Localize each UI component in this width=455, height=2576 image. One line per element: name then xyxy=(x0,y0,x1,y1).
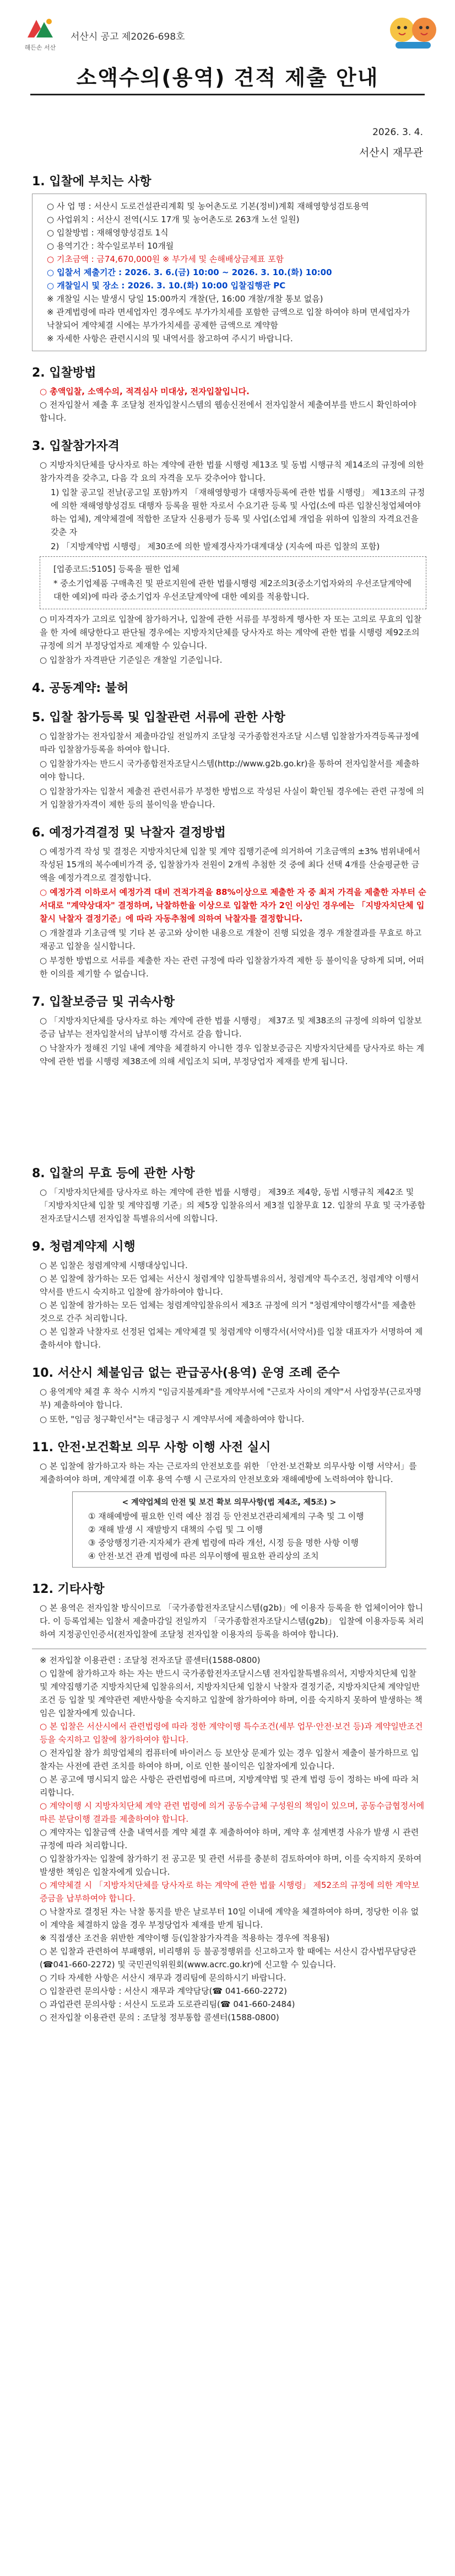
list-item: ○ 본 공고에 명시되지 않은 사항은 관련법령에 따르며, 지방계약법 및 관계 법령 등이 정하는 바에 따라 처리합니다. xyxy=(40,1774,419,1797)
logo-caption: 해든손 서산 xyxy=(24,44,56,51)
title-divider xyxy=(30,94,425,95)
page-title: 소액수의(용역) 견적 제출 안내 xyxy=(76,66,379,90)
list-item: ○ 입찰관련 문의사항 : 서산시 재무과 계약담당(☎ 041-660-2272) xyxy=(40,1986,287,1996)
paragraph: ○ 부정한 방법으로 서류를 제출한 자는 관련 규정에 따라 입찰참가자격 제한 등 불이익을 당하게 되며, 어떠한 이의를 제기할 수 없습니다. xyxy=(40,956,424,979)
list-item: ③ 중앙행정기관·지자체가 관계 법령에 따라 개선, 시정 등을 명한 사항 이행 xyxy=(88,1538,359,1548)
section-10-title: 10. 서산시 체불임금 없는 관급공사(용역) 운영 조례 준수 xyxy=(32,1366,340,1380)
industry-code-box xyxy=(40,556,426,609)
list-item: ※ 개찰일 시는 발생시 당일 15:00까지 개찰(단, 16:00 개찰/개찰 통보 없음) xyxy=(47,294,323,304)
paragraph: ○ 미자격자가 고의로 입찰에 참가하거나, 입찰에 관한 서류를 부정하게 행사한 자 또는 고의로 무효의 입찰을 한 자에 해당한다고 판단될 경우에는 지방자치단체를 당사자로 하는 계약에 관한 법률 시행령 제92조의 규정에 의거 부정당업자로 제재할 수 있습니다. xyxy=(40,614,422,651)
list-item: ○ 개찰일시 및 장소 : 2026. 3. 10.(화) 10:00 입찰집행관 PC xyxy=(47,281,286,291)
list-item: ○ 본 입찰은 청렴계약제 시행대상입니다. xyxy=(40,1260,188,1270)
list-item: ※ 직접생산 조건을 위반한 계약이행 등(입찰참가자격을 적용하는 경우에 적용됨) xyxy=(40,1933,330,1943)
paragraph: ○ 낙찰자가 정해진 기일 내에 계약을 체결하지 아니한 경우 입찰보증금은 지방자치단체를 당사자로 하는 계약에 관한 법률 시행령 제38조에 의해 세입조치 되며, 부정당업자 제재를 받게 됩니다. xyxy=(40,1043,425,1066)
paragraph: ○ 예정가격 작성 및 결정은 지방자치단체 입찰 및 계약 집행기준에 의거하여 기초금액의 ±3% 범위내에서 작성된 15개의 복수예비가격 중, 입찰참가자 전원이 2개씩 추첨한 것 중에 최다 선택 4개를 산술평균한 금액을 예정가격으로 결정합니다. xyxy=(40,846,421,883)
box-title: < 계약업체의 안전 및 보건 확보 의무사항(법 제4조, 제5조) > xyxy=(122,1498,337,1507)
paragraph: ○ 본 입찰에 참가하고자 하는 자는 근로자의 안전보호를 위한 「안전·보건확보 의무사항 이행 서약서」를 제출하여야 하며, 계약체결 이후 용역 수행 시 근로자의 안전보호와 재해예방에 노력하여야 합니다. xyxy=(40,1461,417,1484)
paragraph: ○ 입찰참가 자격판단 기준일은 개찰일 기준입니다. xyxy=(40,655,223,665)
section-4-title: 4. 공동계약: 불허 xyxy=(32,681,129,695)
section-1-box xyxy=(32,194,426,351)
list-item: ○ 본 입찰은 서산시에서 관련법령에 따라 정한 계약이행 특수조건(세부 업무·안전·보건 등)과 계약일반조건 등을 숙지하고 입찰에 참가하여야 합니다. xyxy=(40,1721,423,1745)
paragraph: ○ 입찰참가는 전자입찰서 제출마감일 전일까지 조달청 국가종합전자조달 시스템 입찰참가자격등록규정에 따라 입찰참가등록을 하여야 합니다. xyxy=(40,731,419,754)
list-item: ○ 기타 자세한 사항은 서산시 재무과 경리팀에 문의하시기 바랍니다. xyxy=(40,1973,286,1983)
list-item: ○ 본 입찰과 낙찰자로 선정된 업체는 계약체결 및 청렴계약 이행각서(서약서)를 입찰 대표자가 서명하여 제출하셔야 합니다. xyxy=(40,1327,423,1350)
section-7-title: 7. 입찰보증금 및 귀속사항 xyxy=(32,995,175,1009)
section-9-title: 9. 청렴계약제 시행 xyxy=(32,1240,136,1254)
list-item: ○ 본 입찰과 관련하여 부패행위, 비리행위 등 불공정행위를 신고하고자 할 때에는 서산시 감사법무담당관(☎041-660-2272) 및 국민권익위원회(www.acrc.go.kr)에 신고할 수 있습니다. xyxy=(40,1946,416,1969)
list-item: ○ 과업관련 문의사항 : 서산시 도로과 도로관리팀(☎ 041-660-2484) xyxy=(40,1999,295,2009)
paragraph: 1) 입찰 공고일 전날(공고일 포함)까지 「재해영향평가 대행자등록에 관한 법률 시행령」 제13조의 규정에 의한 재해영향성검토 대행자 등록을 필한 자로서 수요기관 등록 및 사업(소에 따른 입찰신청업체여야 하는 업체), 계약체결에 적합한 조달자 신용평가 등록 및 사업(소업체 개업을 위하여 입찰의 자격요건을 갖춘 자 xyxy=(51,487,425,537)
seosan-emblem-icon xyxy=(24,17,56,40)
list-item: ① 재해예방에 필요한 인력 예산 점검 등 안전보건관리체계의 구축 및 그 이행 xyxy=(88,1511,364,1521)
paragraph: ○ 개찰결과 기초금액 및 기타 본 공고와 상이한 내용으로 개찰이 진행 되었을 경우 개찰결과를 무효로 하고 재공고 입찰을 실시합니다. xyxy=(40,928,422,951)
list-item: ○ 입찰서 제출기간 : 2026. 3. 6.(금) 10:00 ~ 2026. 3. 10.(화) 10:00 xyxy=(47,267,332,277)
list-item: ○ 본 입찰에 참가하는 모든 업체는 서산시 청렴계약 입찰특별유의서, 청렴계약 특수조건, 청렴계약 이행서약서를 반드시 숙지하고 입찰에 참가하여야 합니다. xyxy=(40,1274,419,1297)
section-2-title: 2. 입찰방법 xyxy=(32,366,96,380)
paragraph: ○ 지방자치단체를 당사자로 하는 계약에 관한 법률 시행령 제13조 및 동법 시행규칙 제14조의 규정에 의한 참가자격을 갖추고, 다음 각 요의 자격을 모두 갖추어야 합니다. xyxy=(40,460,424,483)
notice-date: 2026. 3. 4. xyxy=(372,127,423,138)
notice-number: 서산시 공고 제2026-698호 xyxy=(71,31,185,42)
notice-org: 서산시 재무관 xyxy=(359,147,423,159)
paragraph: ○ 입찰참가자는 반드시 국가종합전자조달시스템(http://www.g2b.go.kr)을 통하여 전자입찰서를 제출하여야 합니다. xyxy=(40,759,420,782)
list-item: ④ 안전·보건 관계 법령에 따른 의무이행에 필요한 관리상의 조치 xyxy=(88,1551,319,1561)
section-1-title: 1. 입찰에 부치는 사항 xyxy=(32,175,151,189)
paragraph: 2) 「지방계약법 시행령」 제30조에 의한 발제경사자가대계대상 (지속에 따른 입찰의 포함) xyxy=(51,541,380,551)
safety-duties-list xyxy=(80,1510,378,1563)
list-item: ※ 자세한 사항은 관련시시의 및 내역서를 참고하여 주시기 바랍니다. xyxy=(47,334,293,344)
section-6-title: 6. 예정가격결정 및 낙찰자 결정방법 xyxy=(32,826,226,840)
list-item: ○ 용역기간 : 착수일로부터 10개월 xyxy=(47,241,174,251)
notice-content xyxy=(32,160,426,2024)
paragraph: [업종코드:5105] 등록을 필한 업체 xyxy=(53,564,180,574)
list-item: ○ 기초금액 : 금74,670,000원 ※ 부가세 및 손해배상금제표 포함 xyxy=(47,254,284,264)
additional-notes-list xyxy=(32,1654,426,2024)
mascot-logo xyxy=(386,13,441,52)
paragraph: ○ 또한, "임금 청구확인서"는 대금청구 시 계약부서에 제출하여야 합니다. xyxy=(40,1414,305,1424)
paragraph: ○ 본 용역은 전자입찰 방식이므로 「국가종합전자조달시스템(g2b)」에 이용자 등록을 한 업체이어야 합니다. 이 등록업체는 입찰서 제출마감일 전일까지 「국가종합전자조달시스템(g2b)」 입찰에 이용자등록 처리하여 지정공인인증서(전자입찰에 조달청 전자입찰 이용자의 등록을 하여야 합니다). xyxy=(40,1603,424,1639)
list-item: ○ 총액입찰, 소액수의, 적격심사 미대상, 전자입찰입니다. xyxy=(40,387,250,396)
section-9-list xyxy=(32,1259,426,1351)
section-5-title: 5. 입찰 참가등록 및 입찰관련 서류에 관한 사항 xyxy=(32,711,285,724)
list-item: ※ 관계법령에 따라 면세업자인 경우에도 부가가치세를 포함한 금액으로 입찰 하여야 하며 면세업자가 낙찰되어 계약체결 시에는 부가가치세를 공제한 금액으로 계약함 xyxy=(47,307,410,330)
list-item: ○ 입찰에 참가하고자 하는 자는 반드시 국가종합전자조달시스템 전자입찰특별유의서, 지방자치단체 입찰 및 계약집행기준 지방자치단체 입찰유의서, 지방자치단체 입찰시 낙찰자 결정기준, 지방자치단체 계약일반조건 등 입찰 및 계약관련 제반사항을 숙지하고 입찰에 참가하여야 하며, 이를 숙지하지 못하여 발생하는 책임은 입찰자에게 있습니다. xyxy=(40,1668,422,1718)
section-8-title: 8. 입찰의 무효 등에 관한 사항 xyxy=(32,1167,195,1180)
list-item: ② 재해 발생 시 재발방지 대책의 수립 및 그 이행 xyxy=(88,1525,263,1534)
section-12-title: 12. 기타사항 xyxy=(32,1582,105,1596)
list-item: ○ 본 입찰에 참가하는 모든 업체는 청렴계약입찰유의서 제3조 규정에 의거 "청렴계약이행각서"를 제출한 것으로 간주 처리합니다. xyxy=(40,1300,416,1323)
list-item: ○ 사 업 명 : 서산시 도로건설관리계획 및 농어촌도로 기본(정비)계획 재해영향성검토용역 xyxy=(47,201,369,211)
list-item: ○ 낙찰자로 결정된 자는 낙찰 통지를 받은 날로부터 10일 이내에 계약을 체결하여야 하며, 정당한 이유 없이 계약을 체결하지 않을 경우 부정당업자 제재를 받게 됩니다. xyxy=(40,1907,419,1930)
list-item: ○ 계약이행 시 지방자치단체 계약 관련 법령에 의거 공동수급체 구성원의 책임이 있으며, 공동수급협정서에 따른 분담이행 결과를 제출하여야 합니다. xyxy=(40,1801,425,1824)
list-item: ○ 계약자는 입찰금액 산출 내역서를 계약 체결 후 제출하여야 하며, 계약 후 설계변경 사유가 발생 시 관련 규정에 따라 처리합니다. xyxy=(40,1827,419,1850)
section-1-list xyxy=(39,200,419,345)
list-item: ○ 입찰방법 : 재해영향성검토 1식 xyxy=(47,228,169,238)
list-item: ○ 전자입찰 이용관련 문의 : 조달청 정부통합 콜센터(1588-0800) xyxy=(40,2012,279,2022)
blank-space xyxy=(32,1069,426,1152)
safety-duties-box xyxy=(72,1491,386,1568)
section-11-title: 11. 안전·보건확보 의무 사항 이행 사전 실시 xyxy=(32,1441,271,1455)
list-item: ○ 계약체결 시 「지방자치단체를 당사자로 하는 계약에 관한 법률 시행령」 제52조의 규정에 의한 계약보증금을 납부하여야 합니다. xyxy=(40,1880,420,1903)
paragraph: ○ 입찰참가자는 입찰서 제출전 관련서류가 부정한 방법으로 작성된 사실이 확인될 경우에는 관련 규정에 의거 입찰참가자격이 제한 등의 불이익을 받습니다. xyxy=(40,786,425,809)
paragraph: ○ 용역계약 체결 후 착수 시까지 "임금지불계좌"를 계약부서에 "근로자 사이의 계약"서 사업장부(근로자명부) 제출하여야 합니다. xyxy=(40,1387,422,1410)
seosan-logo xyxy=(21,17,59,51)
paragraph: ○ 「지방자치단체를 당사자로 하는 계약에 관한 법률 시행령」 제37조 및 제38조의 규정에 의하여 입찰보증금 납부는 전자입찰서의 납부이행 각서로 갈음 합니다. xyxy=(40,1016,422,1039)
list-item: ※ 전자입찰 이용관련 : 조달청 전자조달 콜센터(1588-0800) xyxy=(40,1655,261,1665)
list-item: ○ 사업위치 : 서산시 전역(시도 17개 및 농어촌도로 263개 노선 일원) xyxy=(47,214,300,224)
section-3-title: 3. 입찰참가자격 xyxy=(32,439,120,453)
list-item: ○ 입찰참가자는 입찰에 참가하기 전 공고문 및 관련 서류를 충분히 검토하여야 하며, 이를 숙지하지 못하여 발생한 책임은 입찰자에게 있습니다. xyxy=(40,1854,422,1877)
list-item: ○ 전자입찰 참가 희망업체의 컴퓨터에 바이러스 등 보안상 문제가 있는 경우 입찰서 제출이 불가하므로 입찰자는 사전에 관련 조치를 하여야 하며, 이로 인한 불이익은 입찰자에게 있습니다. xyxy=(40,1748,419,1771)
paragraph: * 중소기업제품 구매촉진 및 판로지원에 관한 법률시행령 제2조의3(중소기업자와의 우선조달계약에 대한 예외)에 따라 중소기업자 우선조달계약에 대한 예외를 적용합니다. xyxy=(53,578,412,602)
paragraph: ○ 예정가격 이하로서 예정가격 대비 견적가격을 88%이상으로 제출한 자 중 최저 가격을 제출한 자부터 순서대로 "계약상대자" 결정하며, 낙찰하한율 이상으로 입찰한 자가 2인 이상인 경우에는 「지방자치단체 입찰시 낙찰자 결정기준」에 따라 자동추첨에 의하여 낙찰자를 결정합니다. xyxy=(40,887,426,924)
section-2-list xyxy=(32,385,426,425)
list-item: ○ 전자입찰서 제출 후 조달청 전자입찰시스템의 웹송신전에서 전자입찰서 제출여부를 반드시 확인하여야 합니다. xyxy=(40,400,416,423)
additional-notes xyxy=(32,1649,426,2024)
paragraph: ○ 「지방자치단체를 당사자로 하는 계약에 관한 법률 시행령」 제39조 제4항, 동법 시행규칙 제42조 및 「지방자치단체 입찰 및 계약집행 기준」의 제5장 입찰유의서 제3절 입찰무효 12. 입찰의 무효 및 국가종합전자조달시스템 전자입찰 특별유의서에 의합니다. xyxy=(40,1187,426,1223)
